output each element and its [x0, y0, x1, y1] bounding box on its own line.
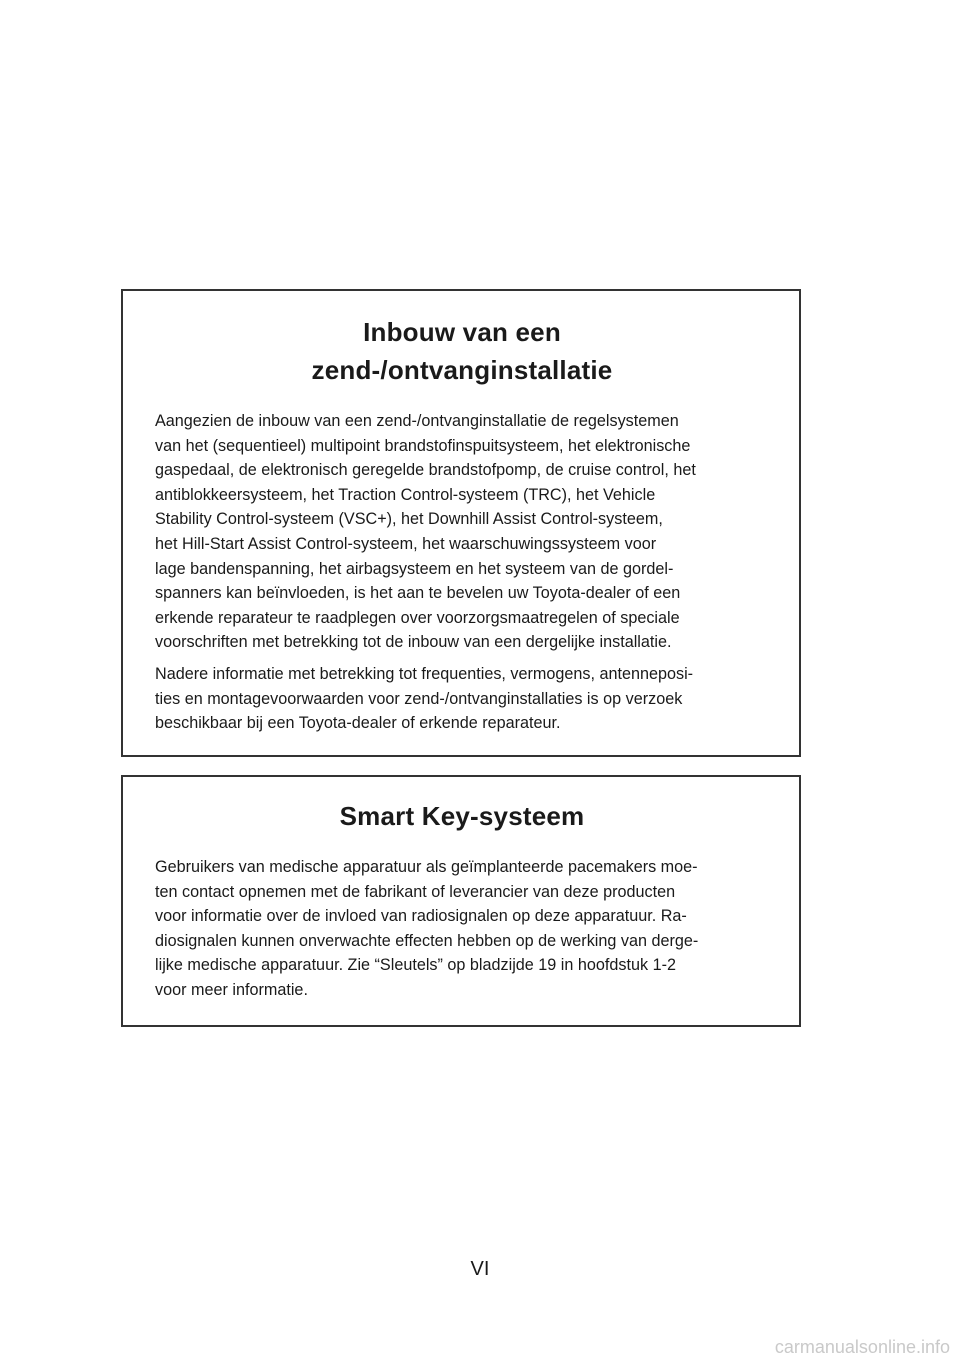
title-line: zend‑/ontvanginstallatie	[311, 355, 613, 385]
text-line: spanners kan beïnvloeden, is het aan te bevelen uw Toyota‑dealer of een	[155, 584, 681, 603]
smart-key-box	[121, 775, 801, 1027]
text-line: Aangezien de inbouw van een zend‑/ontvanginstallatie de regelsystemen	[155, 412, 679, 430]
transceiver-installation-title	[155, 313, 769, 389]
text-line: ten contact opnemen met de fabrikant of leverancier van deze producten	[155, 882, 676, 901]
text-line: gaspedaal, de elektronisch geregelde brandstofpomp, de cruise control, het	[155, 461, 696, 480]
page-number: VI	[470, 1258, 490, 1280]
transceiver-installation-box	[121, 289, 801, 757]
text-line: van het (sequentieel) multipoint brandstofinspuitsysteem, het elektronische	[155, 436, 691, 455]
text-line: ties en montagevoorwaarden voor zend‑/ontvanginstallaties is op verzoek	[155, 689, 683, 708]
text-line: antiblokkeersysteem, het Traction Control‑systeem (TRC), het Vehicle	[155, 485, 656, 504]
text-line: voor informatie over de invloed van radiosignalen op deze apparatuur. Ra-	[155, 907, 687, 926]
title-line: Inbouw van een	[363, 317, 561, 347]
text-line: Gebruikers van medische apparatuur als geïmplanteerde pacemakers moe-	[155, 858, 698, 876]
text-line: het Hill‑Start Assist Control‑systeem, het waarschuwingssysteem voor	[155, 534, 657, 553]
transceiver-info-paragraph	[155, 662, 769, 736]
smart-key-paragraph	[155, 855, 769, 1003]
smart-key-title	[155, 797, 769, 835]
watermark[interactable]: carmanualsonline.info	[774, 1337, 950, 1357]
text-line: lijke medische apparatuur. Zie “Sleutels” op bladzijde 19 in hoofdstuk 1‑2	[155, 956, 676, 975]
text-line: voor meer informatie.	[155, 980, 308, 999]
transceiver-paragraph	[155, 409, 769, 655]
text-line: erkende reparateur te raadplegen over voorzorgsmaatregelen of speciale	[155, 608, 680, 627]
text-line: diosignalen kunnen onverwachte effecten hebben op de werking van derge-	[155, 931, 699, 950]
text-line: Stability Control‑systeem (VSC+), het Downhill Assist Control‑systeem,	[155, 510, 663, 529]
text-line: Nadere informatie met betrekking tot frequenties, vermogens, antenneposi-	[155, 664, 694, 683]
text-line: beschikbaar bij een Toyota‑dealer of erkende reparateur.	[155, 714, 561, 733]
text-line: lage bandenspanning, het airbagsysteem en het systeem van de gordel-	[155, 559, 674, 578]
title-line: Smart Key‑systeem	[339, 801, 585, 831]
text-line: voorschriften met betrekking tot de inbouw van een dergelijke installatie.	[155, 633, 672, 652]
